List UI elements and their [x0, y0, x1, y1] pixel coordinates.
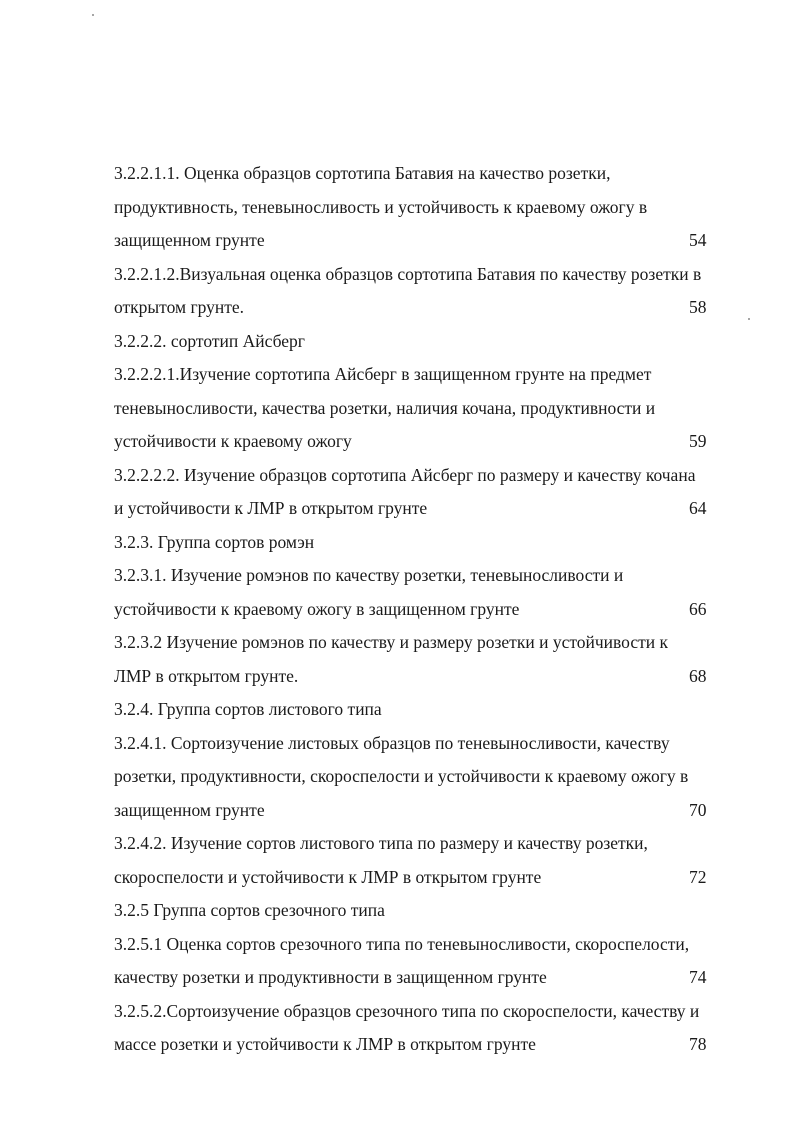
toc-entry-text: 3.2.2.1.2.Визуальная оценка образцов сортотипа Батавия по качеству розетки в [114, 263, 702, 284]
toc-entry-text: 3.2.2.1.1. Оценка образцов сортотипа Батавия на качество розетки, [114, 163, 611, 183]
toc-entry-text: 3.2.5 Группа сортов срезочного типа [114, 900, 385, 920]
toc-line [114, 626, 714, 660]
toc-line [114, 291, 714, 325]
toc-entry-text: продуктивность, теневыносливость и устойчивость к краевому ожогу в [114, 196, 648, 217]
toc-line [114, 794, 714, 828]
toc-page-number: 64 [689, 498, 707, 518]
toc-page-number: 58 [689, 297, 707, 317]
toc-entry-text: 3.2.3.1. Изучение ромэнов по качеству розетки, теневыносливости и [114, 565, 624, 585]
toc-line [114, 727, 714, 761]
toc-entry-text: открытом грунте. [114, 297, 245, 317]
toc-entry-text: 3.2.3. Группа сортов ромэн [114, 531, 315, 552]
toc-line [114, 392, 714, 426]
toc-line [114, 593, 714, 627]
toc-page-number: 68 [689, 665, 707, 686]
toc-entry-text: 3.2.5.1 Оценка сортов срезочного типа по теневыносливости, скороспелости, [114, 933, 690, 954]
toc-entry-text: качеству розетки и продуктивности в защищенном грунте [114, 967, 547, 987]
toc-entry-text: 3.2.2.2.1.Изучение сортотипа Айсберг в защищенном грунте на предмет [114, 364, 652, 384]
toc-page-number: 59 [689, 431, 707, 451]
toc-entry-text: скороспелости и устойчивости к ЛМР в открытом грунте [114, 866, 542, 887]
toc-line [114, 258, 714, 292]
table-of-contents [114, 157, 714, 1062]
toc-entry-text: 3.2.2.2.2. Изучение образцов сортотипа Айсберг по размеру и качеству кочана [114, 464, 696, 485]
scan-speck [748, 318, 750, 320]
toc-line [114, 1028, 714, 1062]
toc-line [114, 358, 714, 392]
toc-entry-text: ЛМР в открытом грунте. [114, 665, 299, 686]
toc-entry-text: и устойчивости к ЛМР в открытом грунте [114, 498, 428, 518]
toc-line [114, 861, 714, 895]
toc-page-number: 78 [689, 1034, 707, 1054]
toc-entry-text: розетки, продуктивности, скороспелости и устойчивости к краевому ожогу в [114, 766, 689, 786]
toc-line [114, 928, 714, 962]
toc-line [114, 459, 714, 493]
toc-entry-text: теневыносливости, качества розетки, наличия кочана, продуктивности и [114, 397, 656, 418]
toc-line [114, 760, 714, 794]
toc-line [114, 325, 714, 359]
toc-line [114, 492, 714, 526]
toc-entry-text: 3.2.3.2 Изучение ромэнов по качеству и размеру розетки и устойчивости к [114, 632, 669, 652]
toc-line [114, 559, 714, 593]
toc-entry-text: массе розетки и устойчивости к ЛМР в открытом грунте [114, 1034, 536, 1054]
toc-entry-text: 3.2.4.1. Сортоизучение листовых образцов по теневыносливости, качеству [114, 732, 670, 753]
toc-entry-text: 3.2.5.2.Сортоизучение образцов срезочного типа по скороспелости, качеству и [114, 1000, 700, 1021]
toc-entry-text: устойчивости к краевому ожогу в защищенном грунте [114, 598, 520, 619]
toc-page-number: 70 [689, 799, 707, 820]
toc-line [114, 894, 714, 928]
toc-line [114, 224, 714, 258]
toc-page-number: 54 [689, 230, 707, 250]
toc-line [114, 191, 714, 225]
toc-entry-text: защищенном грунте [114, 799, 265, 820]
toc-line [114, 995, 714, 1029]
toc-line [114, 157, 714, 191]
toc-entry-text: устойчивости к краевому ожогу [114, 431, 352, 451]
toc-line [114, 827, 714, 861]
toc-entry-text: защищенном грунте [114, 230, 265, 250]
toc-line [114, 961, 714, 995]
toc-entry-text: 3.2.2.2. сортотип Айсберг [114, 330, 305, 351]
toc-entry-text: 3.2.4. Группа сортов листового типа [114, 699, 382, 719]
scan-speck [92, 14, 94, 16]
toc-line [114, 693, 714, 727]
toc-line [114, 660, 714, 694]
toc-entry-text: 3.2.4.2. Изучение сортов листового типа по размеру и качеству розетки, [114, 833, 648, 853]
toc-page-number: 66 [689, 598, 707, 619]
toc-page-number: 72 [689, 866, 707, 887]
toc-page-number: 74 [689, 967, 707, 987]
toc-line [114, 425, 714, 459]
toc-line [114, 526, 714, 560]
